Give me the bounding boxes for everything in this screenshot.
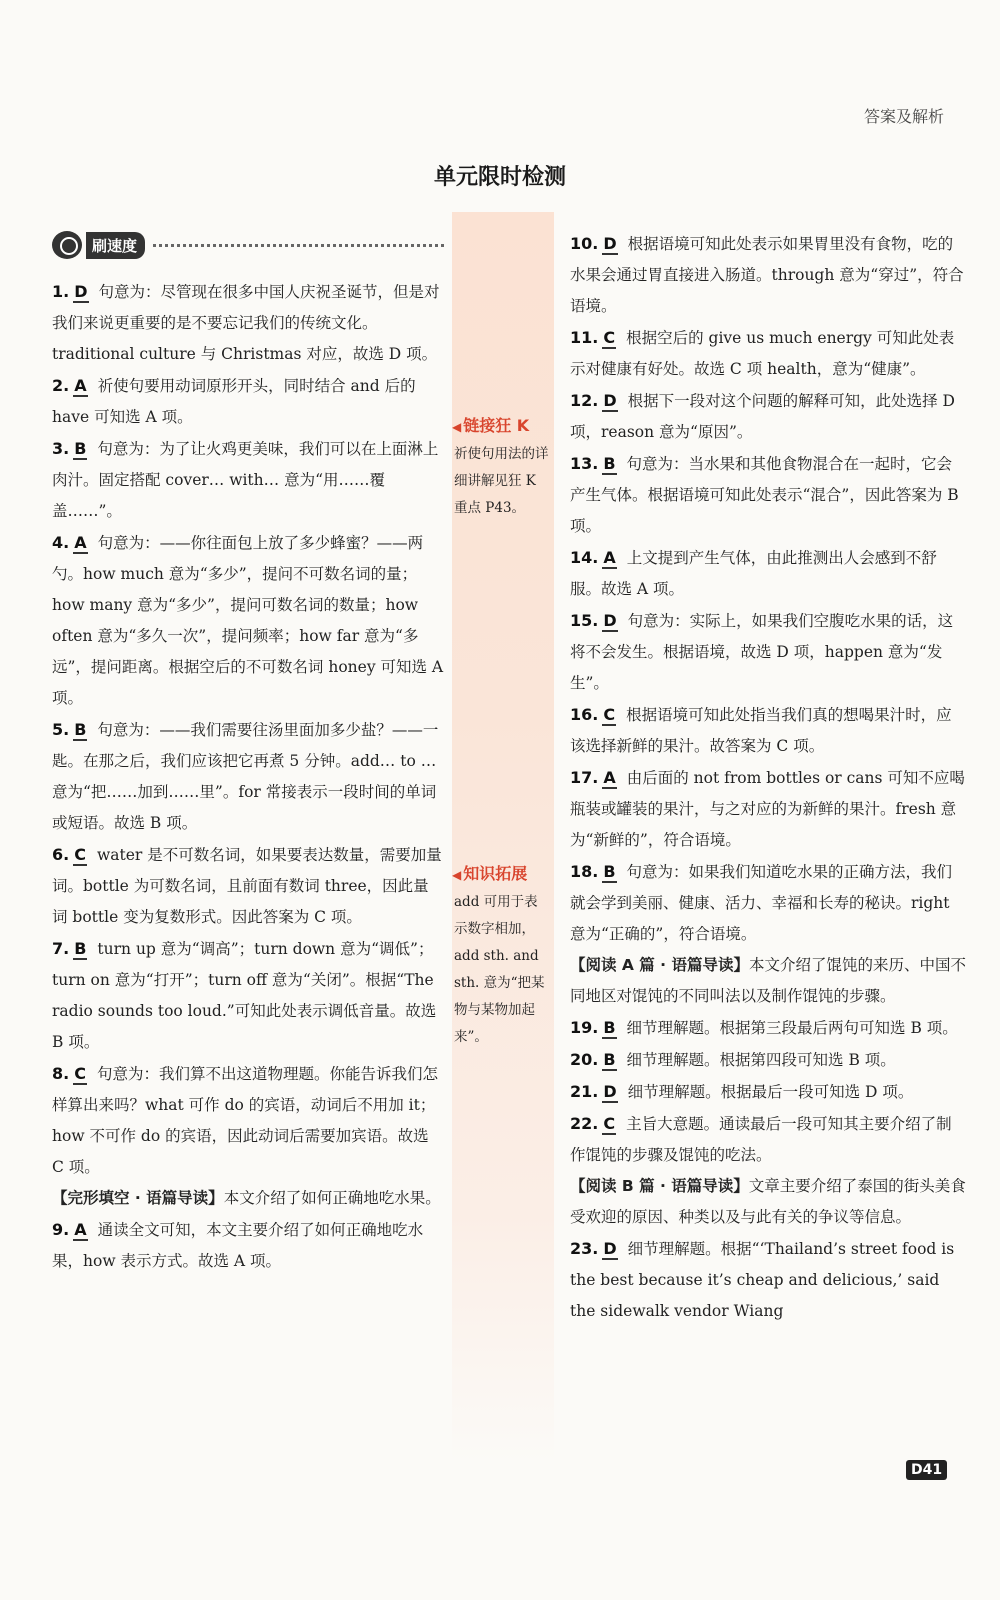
explanation-text: 句意为：——你往面包上放了多少蜂蜜？——两勺。how much 意为“多少”，提问不可数名词的量；how many 意为“多少”，提问可数名词的数量；how often 意为“多久一次”，提问频率；how far 意为“多远”，提问距离。根据空后的不可数名词 honey 可知选 A 项。 <box>52 534 444 707</box>
answer-item <box>52 714 444 839</box>
item-number: 11. <box>570 328 599 347</box>
answer-item <box>570 1233 966 1327</box>
item-number: 1. <box>52 282 70 301</box>
explanation-text: 细节理解题。根据“‘Thailand’s street food is the best because it’s cheap and delicious,’ said the sidewalk vendor Wiang <box>570 1240 955 1320</box>
answer-letter: D <box>603 391 617 410</box>
answer-item <box>52 370 444 433</box>
header-tag: 答案及解析 <box>863 107 944 126</box>
answer-letter: D <box>603 611 617 630</box>
section-text: 本文介绍了如何正确地吃水果。 <box>223 1189 441 1207</box>
note-extension <box>448 860 556 1051</box>
item-number: 8. <box>52 1064 70 1083</box>
item-number: 3. <box>52 439 70 458</box>
item-number: 17. <box>570 768 599 787</box>
right-column <box>570 228 966 1327</box>
answer-letter: B <box>603 862 616 881</box>
explanation-text: 句意为：我们算不出这道物理题。你能告诉我们怎样算出来吗？what 可作 do 的宾语，动词后不用加 it；how 不可作 do 的宾语，因此动词后需要加宾语。故选 C 项。 <box>52 1065 438 1176</box>
note-link-title: 链接狂 K <box>463 416 530 435</box>
answer-letter: D <box>74 282 88 301</box>
explanation-text: 主旨大意题。通读最后一段可知其主要介绍了制作馄饨的步骤及馄饨的吃法。 <box>570 1115 952 1164</box>
speed-header <box>52 228 444 262</box>
item-number: 12. <box>570 391 599 410</box>
answer-item <box>52 276 444 370</box>
item-number: 22. <box>570 1114 599 1133</box>
answer-letter: C <box>603 1114 616 1133</box>
answer-letter: A <box>74 533 87 552</box>
explanation-text: turn up 意为“调高”；turn down 意为“调低”；turn on 意为“打开”；turn off 意为“关闭”。根据“The radio sounds too loud.”可知此处表示调低音量。故选 B 项。 <box>52 940 437 1051</box>
item-number: 15. <box>570 611 599 630</box>
section-label: 【完形填空 · 语篇导读】 <box>52 1189 224 1207</box>
note-link <box>448 412 556 522</box>
answer-letter: C <box>603 705 616 724</box>
explanation-text: 根据空后的 give us much energy 可知此处表示对健康有好处。故选 C 项 health，意为“健康”。 <box>570 329 955 378</box>
explanation-text: 句意为：当水果和其他食物混合在一起时，它会产生气体。根据语境可知此处表示“混合”，因此答案为 B 项。 <box>570 455 959 535</box>
section-label: 【阅读 B 篇 · 语篇导读】 <box>570 1177 749 1195</box>
answer-item <box>570 699 966 762</box>
item-number: 18. <box>570 862 599 881</box>
explanation-text: 根据下一段对这个问题的解释可知，此处选择 D 项，reason 意为“原因”。 <box>570 392 955 441</box>
page-title: 单元限时检测 <box>433 165 566 190</box>
answer-letter: C <box>603 328 616 347</box>
item-number: 19. <box>570 1018 599 1037</box>
answer-item <box>52 433 444 527</box>
note-extension-body: add 可用于表示数字相加，add sth. and sth. 意为“把某物与某物加起来”。 <box>454 894 545 1045</box>
triangle-icon: ◀ <box>452 420 462 434</box>
explanation-text: water 是不可数名词，如果要表达数量，需要加量词。bottle 为可数名词，且前面有数词 three，因此量词 bottle 变为复数形式。因此答案为 C 项。 <box>52 846 442 926</box>
answer-item <box>52 1058 444 1183</box>
item-number: 21. <box>570 1082 599 1101</box>
answer-letter: A <box>603 548 616 567</box>
item-number: 6. <box>52 845 70 864</box>
item-number: 2. <box>52 376 70 395</box>
answer-item <box>52 839 444 933</box>
left-column <box>52 228 444 1277</box>
right-answer-list-2 <box>570 1012 966 1171</box>
triangle-icon: ◀ <box>452 868 462 882</box>
answer-letter: B <box>603 1018 616 1037</box>
item-number: 14. <box>570 548 599 567</box>
left-answer-list <box>52 276 444 1183</box>
right-answer-list-3 <box>570 1233 966 1327</box>
answer-item <box>570 542 966 605</box>
reading-b-intro <box>570 1171 966 1233</box>
answer-letter: A <box>74 376 87 395</box>
item-number: 23. <box>570 1239 599 1258</box>
explanation-text: 细节理解题。根据最后一段可知选 D 项。 <box>627 1083 914 1101</box>
item-number: 7. <box>52 939 70 958</box>
item-number: 9. <box>52 1220 70 1239</box>
answer-item <box>52 527 444 714</box>
speed-label: 刷速度 <box>86 232 145 259</box>
section-label: 【阅读 A 篇 · 语篇导读】 <box>570 956 749 974</box>
explanation-text: 细节理解题。根据第四段可知选 B 项。 <box>626 1051 896 1069</box>
answer-item <box>570 1108 966 1171</box>
item-number: 13. <box>570 454 599 473</box>
left-answer-list-2 <box>52 1214 444 1277</box>
answer-item <box>570 1044 966 1076</box>
explanation-text: 根据语境可知此处表示如果胃里没有食物，吃的水果会通过胃直接进入肠道。through 意为“穿过”，符合语境。 <box>570 235 964 315</box>
reading-a-intro <box>570 950 966 1012</box>
answer-letter: C <box>74 1064 86 1083</box>
answer-item <box>570 1076 966 1108</box>
note-extension-title: 知识拓展 <box>463 864 528 883</box>
page-number: D41 <box>906 1460 947 1480</box>
item-number: 16. <box>570 705 599 724</box>
answer-item <box>570 448 966 542</box>
answer-item <box>52 933 444 1058</box>
answer-item <box>570 228 966 322</box>
explanation-text: 通读全文可知，本文主要介绍了如何正确地吃水果，how 表示方式。故选 A 项。 <box>52 1221 424 1270</box>
answer-item <box>52 1214 444 1277</box>
dotted-divider <box>153 244 444 247</box>
explanation-text: 细节理解题。根据第三段最后两句可知选 B 项。 <box>626 1019 958 1037</box>
answer-letter: C <box>74 845 86 864</box>
note-link-body: 祈使句用法的详细讲解见狂 K 重点 P43。 <box>454 446 549 516</box>
answer-item <box>570 856 966 950</box>
cloze-section-intro <box>52 1183 444 1214</box>
answer-item <box>570 1012 966 1044</box>
answer-item <box>570 762 966 856</box>
item-number: 10. <box>570 234 599 253</box>
item-number: 5. <box>52 720 70 739</box>
answer-letter: D <box>603 1082 617 1101</box>
answer-letter: D <box>603 1239 617 1258</box>
explanation-text: 句意为：——我们需要往汤里面加多少盐？——一匙。在那之后，我们应该把它再煮 5 分钟。add… to … 意为“把……加到……里”。for 常接表示一段时间的单词或短语。故选 B 项。 <box>52 721 439 832</box>
answer-letter: B <box>603 1050 616 1069</box>
sidebar-band <box>452 212 554 1462</box>
item-number: 20. <box>570 1050 599 1069</box>
answer-letter: B <box>603 454 616 473</box>
answer-letter: B <box>74 939 87 958</box>
explanation-text: 句意为：为了让火鸡更美味，我们可以在上面淋上肉汁。固定搭配 cover… with… 意为“用……覆盖……”。 <box>52 440 439 520</box>
answer-letter: A <box>74 1220 87 1239</box>
answer-letter: B <box>74 720 87 739</box>
item-number: 4. <box>52 533 70 552</box>
answer-letter: A <box>603 768 616 787</box>
right-answer-list <box>570 228 966 950</box>
explanation-text: 由后面的 not from bottles or cans 可知不应喝瓶装或罐装的果汁，与之对应的为新鲜的果汁。fresh 意为“新鲜的”，符合语境。 <box>570 769 965 849</box>
stopwatch-icon <box>52 231 82 259</box>
answer-letter: B <box>74 439 87 458</box>
explanation-text: 句意为：尽管现在很多中国人庆祝圣诞节，但是对我们来说更重要的是不要忘记我们的传统文化。traditional culture 与 Christmas 对应，故选 D 项。 <box>52 283 440 363</box>
answer-item <box>570 385 966 448</box>
explanation-text: 上文提到产生气体，由此推测出人会感到不舒服。故选 A 项。 <box>570 549 937 598</box>
section-text: 文章主要介绍了泰国的街头美食受欢迎的原因、种类以及与此有关的争议等信息。 <box>570 1177 966 1226</box>
explanation-text: 句意为：实际上，如果我们空腹吃水果的话，这将不会发生。根据语境，故选 D 项，happen 意为“发生”。 <box>570 612 954 692</box>
explanation-text: 句意为：如果我们知道吃水果的正确方法，我们就会学到美丽、健康、活力、幸福和长寿的秘诀。right 意为“正确的”，符合语境。 <box>570 863 953 943</box>
explanation-text: 根据语境可知此处指当我们真的想喝果汁时，应该选择新鲜的果汁。故答案为 C 项。 <box>570 706 952 755</box>
section-text: 本文介绍了馄饨的来历、中国不同地区对馄饨的不同叫法以及制作馄饨的步骤。 <box>570 956 966 1005</box>
answer-letter: D <box>603 234 617 253</box>
explanation-text: 祈使句要用动词原形开头，同时结合 and 后的 have 可知选 A 项。 <box>52 377 416 426</box>
answer-item <box>570 605 966 699</box>
answer-item <box>570 322 966 385</box>
